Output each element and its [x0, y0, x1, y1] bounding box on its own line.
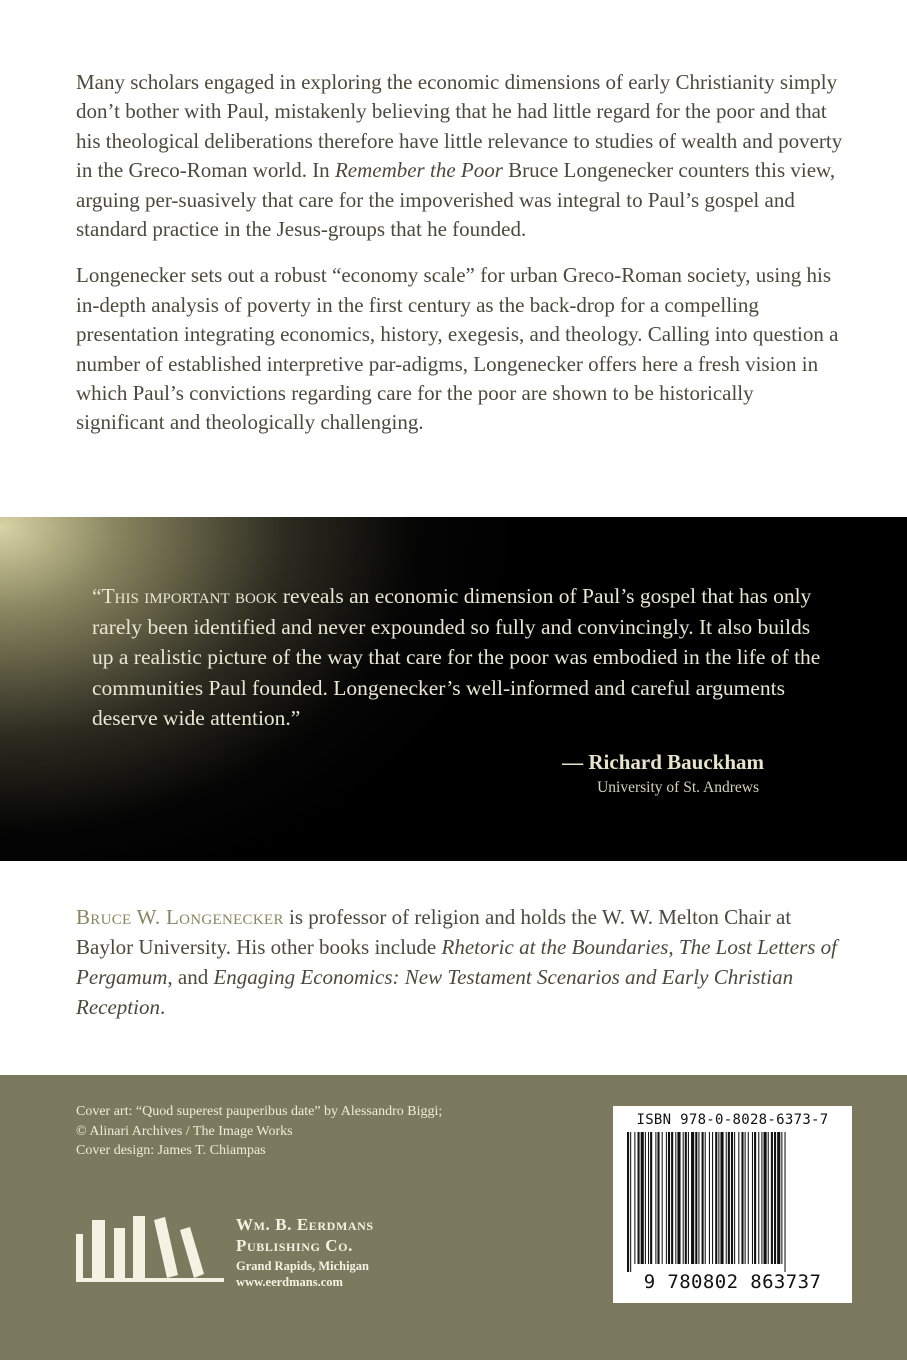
barcode-bar [738, 1132, 739, 1264]
barcode-bar [691, 1132, 694, 1264]
publisher-name-line1: Wm. B. Eerdmans [236, 1215, 374, 1234]
book-title: Remember the Poor [334, 158, 503, 183]
barcode-bar [688, 1132, 689, 1264]
barcode-bar [754, 1132, 756, 1264]
barcode-bar [777, 1132, 780, 1264]
credit-cover-art: Cover art: “Quod superest pauperibus date” by Alessandro Biggi; [76, 1104, 443, 1119]
barcode-bar [627, 1132, 629, 1272]
ean-13-barcode-icon [623, 1132, 842, 1272]
author-bio: Bruce W. Longenecker is professor of religion and holds the W. W. Melton Chair at Baylor University. His other books include Rhetoric at the Boundaries, The Lost Letters of Pergamum, and Engaging Economics: New Testament Scenarios and Early Christian Reception. [76, 905, 838, 1019]
barcode-bar [774, 1132, 776, 1264]
barcode-bar [758, 1132, 759, 1264]
barcode-bar [748, 1132, 749, 1264]
barcode-bar [718, 1132, 719, 1264]
barcode-bar [785, 1132, 786, 1272]
book-lost-letters: The Lost Letters of Pergamum [76, 935, 838, 989]
description-paragraph-2: Longenecker sets out a robust “economy scale” for urban Greco-Roman society, using his in-depth analysis of poverty in the first century as the back-drop for a compelling presentation integrating economics, history, exegesis, and theology. Calling into question a number of established interpretive par-adigms, Longenecker offers here a fresh vision in which Paul’s convictions regarding care for the poor are shown to be historically significant and theologically challenging. [76, 263, 839, 435]
barcode-bar [634, 1132, 635, 1264]
publisher-city: Grand Rapids, Michigan [236, 1259, 370, 1273]
barcode-bar [685, 1132, 687, 1264]
barcode-digits: 9 780802 863737 [643, 1271, 822, 1293]
quote-lead: “This important book [92, 584, 278, 608]
cover-credits [76, 1102, 576, 1161]
barcode-bar [726, 1132, 727, 1264]
barcode-bar [638, 1132, 640, 1264]
barcode-bar [675, 1132, 676, 1264]
credit-archives: © Alinari Archives / The Image Works [76, 1123, 293, 1139]
eerdmans-books-logo-icon [76, 1214, 224, 1282]
publisher-name-line2: Publishing Co. [236, 1236, 353, 1255]
quote-body: reveals an economic dimension of Paul’s gospel that has only rarely been identified and never expounded so fully and convincingly. It also builds up a realistic picture of the way that care for the poor was embodied in the life of the communities Paul founded. Longenecker’s well-informed and careful arguments deserve wide attention.” [92, 584, 821, 730]
barcode-bar [677, 1132, 680, 1264]
barcode-bar [752, 1132, 753, 1264]
barcode-bar [645, 1132, 646, 1264]
barcode-bar [668, 1132, 670, 1264]
barcode-bar [695, 1132, 697, 1264]
barcode-bar [731, 1132, 733, 1264]
barcode-bar [630, 1132, 631, 1272]
barcode-panel [613, 1106, 852, 1303]
barcode-bar [709, 1132, 710, 1264]
barcode-bar [683, 1132, 684, 1264]
barcode-bar [745, 1132, 746, 1264]
book-rhetoric: Rhetoric at the Boundaries [441, 935, 669, 959]
barcode-bar [764, 1132, 767, 1264]
barcode-bar [761, 1132, 762, 1264]
barcode-bar [728, 1132, 730, 1264]
barcode-bar [705, 1132, 706, 1264]
barcode-bar [671, 1132, 673, 1264]
barcode-bar [702, 1132, 704, 1264]
barcode-bar [655, 1132, 656, 1264]
publisher-block [236, 1214, 496, 1290]
barcode-bar [648, 1132, 649, 1264]
barcode-bar [641, 1132, 644, 1264]
barcode-bar [650, 1132, 652, 1264]
credit-cover-design: Cover design: James T. Chiampas [76, 1143, 266, 1158]
endorser-name: — Richard Bauckham [562, 750, 764, 774]
barcode-bar [698, 1132, 699, 1264]
barcode-bar [768, 1132, 769, 1264]
barcode-bar [666, 1132, 667, 1264]
publisher-url: www.eerdmans.com [236, 1275, 343, 1289]
barcode-bar [712, 1132, 713, 1264]
barcode-bar [734, 1132, 735, 1264]
endorser-institution: University of St. Andrews [597, 779, 759, 796]
book-engaging-economics: Engaging Economics: New Testament Scenarios and Early Christian Reception [76, 965, 794, 1019]
description-paragraph-1: Many scholars engaged in exploring the economic dimensions of early Christianity simply don’t bother with Paul, mistakenly believing that he had little regard for the poor and that his theological deliberations therefore have little relevance to studies of wealth and poverty in the Greco-Roman world. In Remember the Poor Bruce Longenecker counters this view, arguing per-suasively that care for the impoverished was integral to Paul’s gospel and standard practice in the Jesus-groups that he founded. [76, 70, 843, 242]
barcode-bar [741, 1132, 743, 1264]
barcode-bar [720, 1132, 723, 1264]
barcode-bar [657, 1132, 659, 1264]
barcode-bar [662, 1132, 663, 1264]
barcode-bar [771, 1132, 773, 1264]
barcode-bar [781, 1132, 782, 1264]
author-name: Bruce W. Longenecker [76, 905, 284, 929]
endorsement-quote [92, 581, 832, 734]
barcode-bar [715, 1132, 717, 1264]
isbn-label: ISBN 978-0-8028-6373-7 [636, 1112, 829, 1128]
back-cover-description [76, 68, 846, 455]
